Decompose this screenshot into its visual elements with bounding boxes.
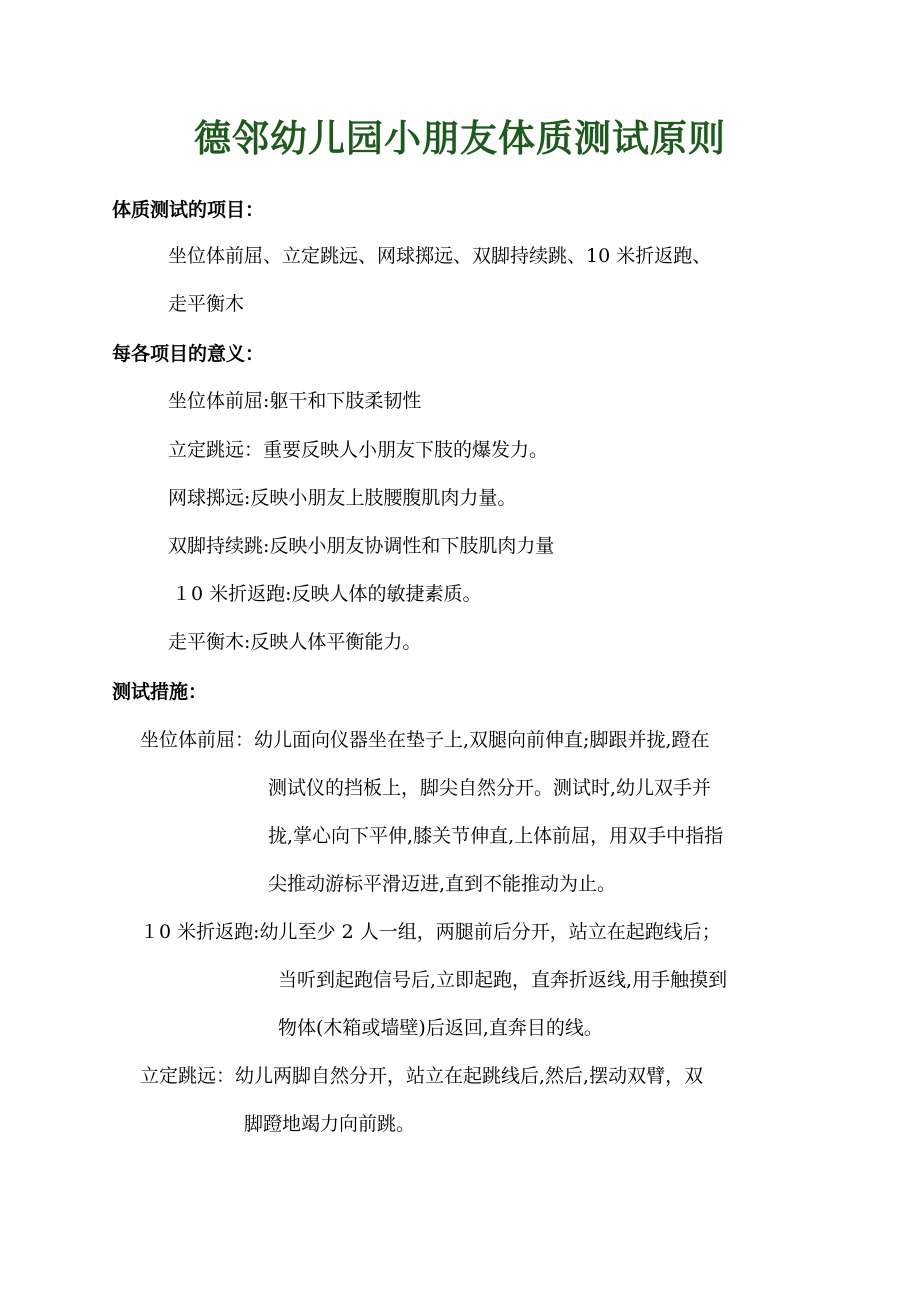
method-sit-reach-line-2: 测试仪的挡板上，脚尖自然分开。测试时,幼儿双手并: [268, 777, 712, 799]
meaning-item: 走平衡木:反映人体平衡能力。: [168, 631, 422, 653]
test-items-line-1: 坐位体前屈、立定跳远、网球掷远、双脚持续跳、10 米折返跑、: [168, 245, 712, 267]
section-heading-test-methods: 测试措施：: [112, 681, 208, 703]
method-shuttle-run-line-3: 物体(木箱或墙壁)后返回,直奔目的线。: [278, 1017, 603, 1039]
section-heading-test-items: 体质测试的项目：: [112, 199, 265, 221]
meaning-item: 坐位体前屈:躯干和下肢柔韧性: [168, 390, 422, 412]
document-title: 德邻幼儿园小朋友体质测试原则: [194, 116, 726, 160]
section-heading-item-meaning: 每各项目的意义：: [112, 343, 265, 365]
method-sit-reach-line-3: 拢,掌心向下平伸,膝关节伸直,上体前屈，用双手中指指: [268, 825, 724, 847]
method-sit-reach-line-1: 坐位体前屈：幼儿面向仪器坐在垫子上,双腿向前伸直;脚跟并拢,蹬在: [140, 729, 710, 751]
meaning-item: 立定跳远：重要反映人小朋友下肢的爆发力。: [168, 439, 549, 461]
method-shuttle-run-line-1: １0 米折返跑:幼儿至少 2 人一组，两腿前后分开，站立在起跑线后；: [140, 921, 721, 943]
method-long-jump-line-1: 立定跳远：幼儿两脚自然分开，站立在起跳线后,然后,摆动双臂，双: [140, 1065, 704, 1087]
method-sit-reach-line-4: 尖推动游标平滑迈进,直到不能推动为止。: [268, 873, 617, 895]
test-items-line-2: 走平衡木: [168, 293, 245, 315]
meaning-item: １0 米折返跑:反映人体的敏捷素质。: [172, 583, 482, 605]
method-shuttle-run-line-2: 当听到起跑信号后,立即起跑，直奔折返线,用手触摸到: [278, 969, 728, 991]
meaning-item: 双脚持续跳:反映小朋友协调性和下肢肌肉力量: [168, 535, 555, 557]
method-long-jump-line-2: 脚蹬地竭力向前跳。: [244, 1113, 416, 1135]
meaning-item: 网球掷远:反映小朋友上肢腰腹肌肉力量。: [168, 487, 517, 509]
